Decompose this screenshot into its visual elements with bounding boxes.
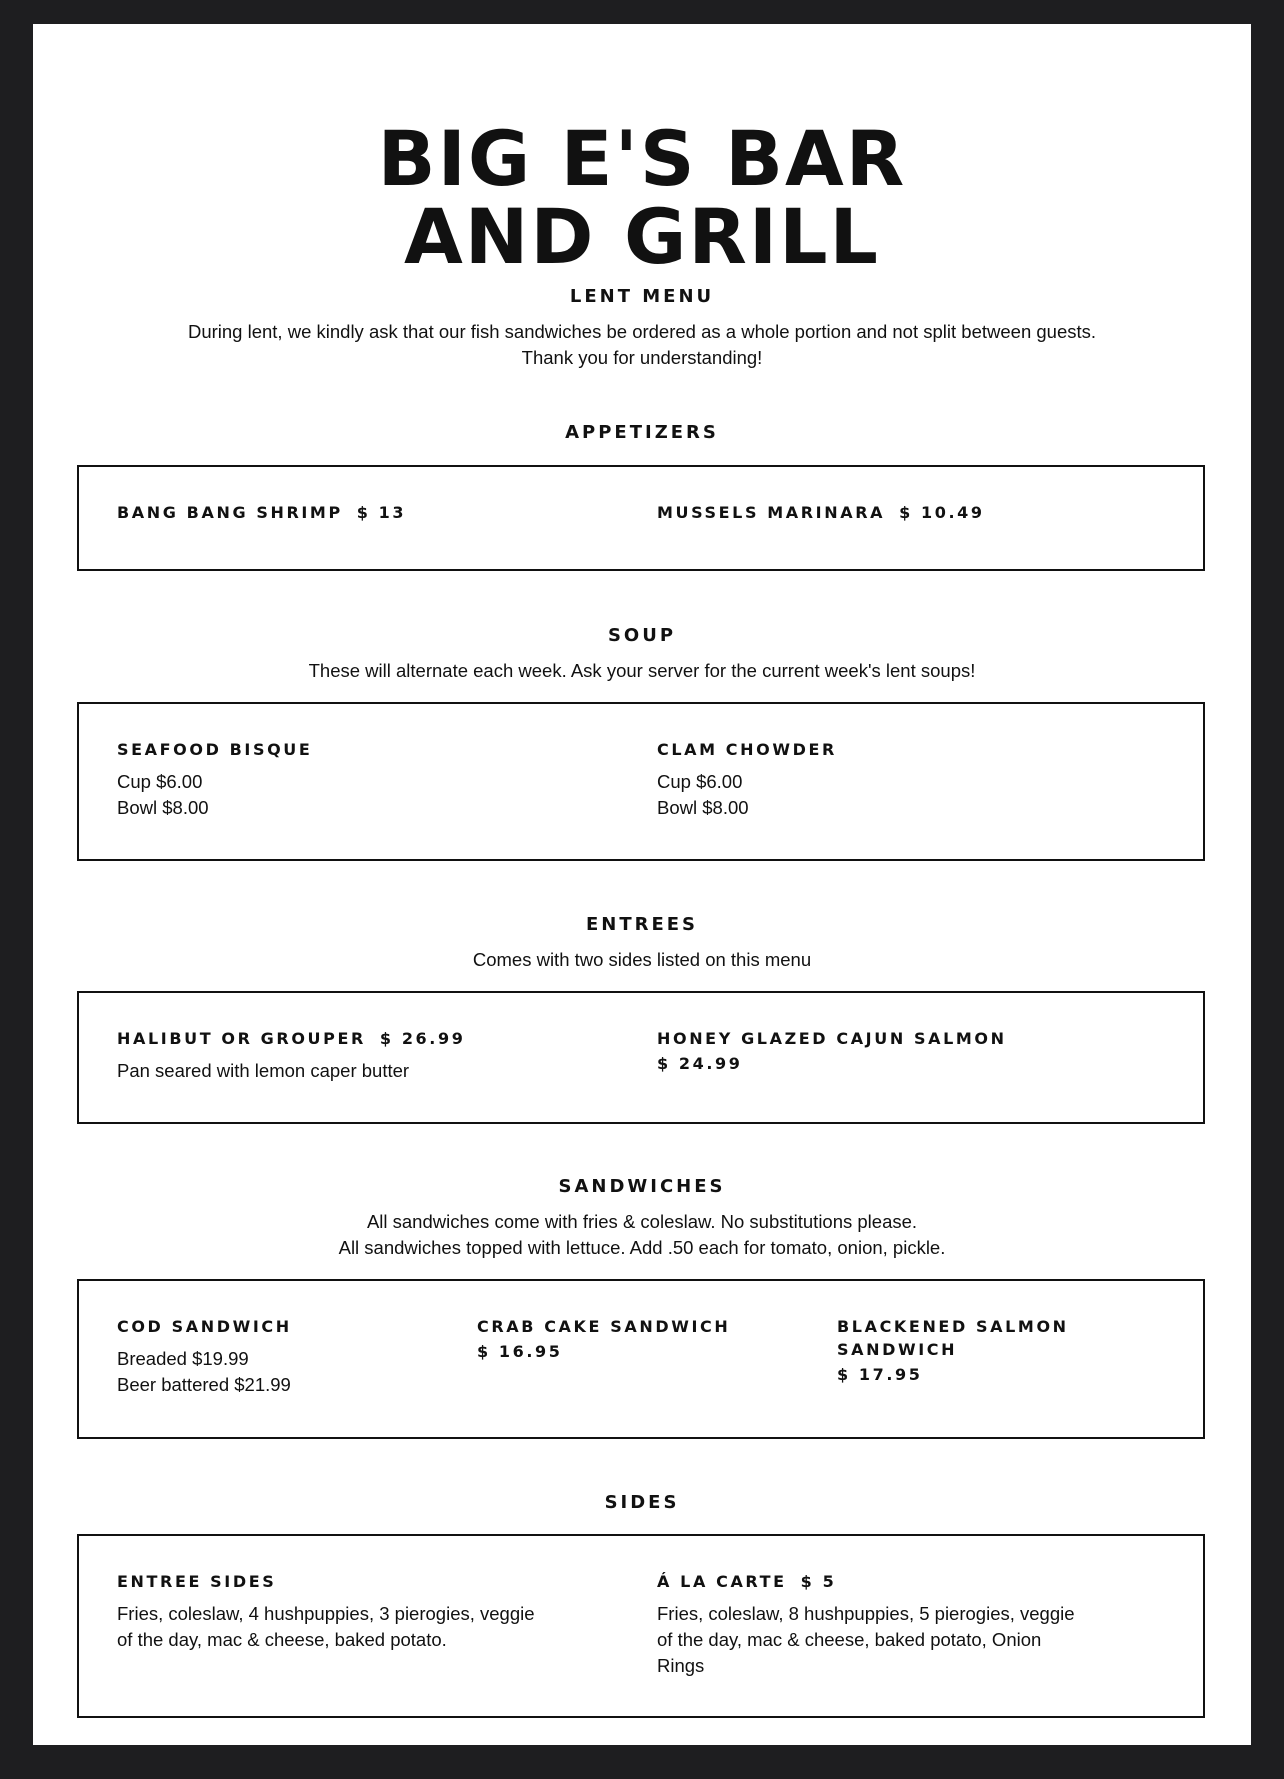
item-desc (117, 1601, 535, 1653)
sides-item (117, 1570, 535, 1653)
title-line-2: AND GRILL (403, 192, 880, 281)
item-name: BANG BANG SHRIMP (117, 503, 343, 522)
breaded-price: Breaded $19.99 (117, 1348, 249, 1369)
appetizers-heading: APPETIZERS (565, 422, 719, 443)
sides-box (77, 1534, 1205, 1718)
lent-menu-heading: LENT MENU (569, 286, 715, 307)
entree-item (117, 1027, 465, 1084)
item-price: $ 16.95 (477, 1342, 563, 1361)
sandwiches-note-line-1: All sandwiches come with fries & coleslaw. No substitutions please. (366, 1211, 918, 1232)
item-price: $ 26.99 (379, 1029, 466, 1048)
item-desc (657, 1601, 1075, 1679)
item-desc-line-3: Rings (657, 1655, 705, 1676)
item-name: MUSSELS MARINARA (657, 503, 886, 522)
bowl-price: Bowl $8.00 (117, 797, 209, 818)
soup-box (77, 702, 1205, 861)
item-desc (117, 769, 312, 821)
beer-battered-price: Beer battered $21.99 (117, 1374, 291, 1395)
item-name: COD SANDWICH (117, 1317, 292, 1336)
item-name-line-1: BLACKENED SALMON (837, 1317, 1069, 1336)
soup-item (657, 738, 837, 821)
item-desc: Pan seared with lemon caper butter (117, 1060, 410, 1081)
item-price: $ 17.95 (837, 1365, 923, 1384)
item-name: HALIBUT OR GROUPER (117, 1029, 366, 1048)
entree-item (657, 1027, 1007, 1075)
item-desc-line-1: Fries, coleslaw, 4 hushpuppies, 3 pierogies, veggie (117, 1603, 535, 1624)
sandwiches-heading: SANDWICHES (558, 1176, 726, 1197)
sandwiches-note (33, 1209, 1251, 1261)
item-name: HONEY GLAZED CAJUN SALMON (657, 1029, 1007, 1048)
lent-note (33, 319, 1251, 371)
item-name: CRAB CAKE SANDWICH (477, 1317, 731, 1336)
item-name-line-2: SANDWICH (837, 1340, 958, 1359)
title-line-1: BIG E'S BAR (377, 114, 907, 203)
item-desc (117, 1346, 292, 1398)
entrees-note: Comes with two sides listed on this menu (472, 949, 812, 970)
item-desc (657, 769, 837, 821)
item-name: ENTREE SIDES (117, 1572, 277, 1591)
item-price: $ 13 (356, 503, 407, 522)
appetizers-box (77, 465, 1205, 571)
bowl-price: Bowl $8.00 (657, 797, 749, 818)
menu-page (33, 24, 1251, 1745)
item-desc-line-2: of the day, mac & cheese, baked potato. (117, 1629, 447, 1650)
restaurant-title (33, 114, 1251, 281)
sandwiches-note-line-2: All sandwiches topped with lettuce. Add .50 each for tomato, onion, pickle. (338, 1237, 946, 1258)
item-desc-line-2: of the day, mac & cheese, baked potato, Onion (657, 1629, 1042, 1650)
sandwich-item (117, 1315, 292, 1398)
sandwich-item (477, 1315, 730, 1363)
item-price: $ 24.99 (657, 1054, 743, 1073)
item-price: $ 10.49 (899, 503, 985, 522)
item-name: Á LA CARTE (657, 1572, 787, 1591)
appetizer-item (657, 501, 985, 524)
entrees-heading: ENTREES (585, 914, 699, 935)
item-name: SEAFOOD BISQUE (117, 740, 313, 759)
soup-heading: SOUP (607, 625, 677, 646)
soup-note: These will alternate each week. Ask your server for the current week's lent soups! (308, 660, 976, 681)
sandwich-item (837, 1315, 1069, 1386)
cup-price: Cup $6.00 (657, 771, 743, 792)
lent-note-line-2: Thank you for understanding! (521, 347, 763, 368)
lent-note-line-1: During lent, we kindly ask that our fish sandwiches be ordered as a whole portion and not split between guests. (187, 321, 1097, 342)
cup-price: Cup $6.00 (117, 771, 203, 792)
item-name: CLAM CHOWDER (657, 740, 837, 759)
soup-item (117, 738, 312, 821)
item-desc-line-1: Fries, coleslaw, 8 hushpuppies, 5 pierogies, veggie (657, 1603, 1075, 1624)
sides-item (657, 1570, 1075, 1679)
entrees-box (77, 991, 1205, 1124)
sandwiches-box (77, 1279, 1205, 1439)
item-name (837, 1315, 1069, 1361)
appetizer-item (117, 501, 406, 524)
sides-heading: SIDES (604, 1492, 680, 1513)
item-price: $ 5 (800, 1572, 837, 1591)
